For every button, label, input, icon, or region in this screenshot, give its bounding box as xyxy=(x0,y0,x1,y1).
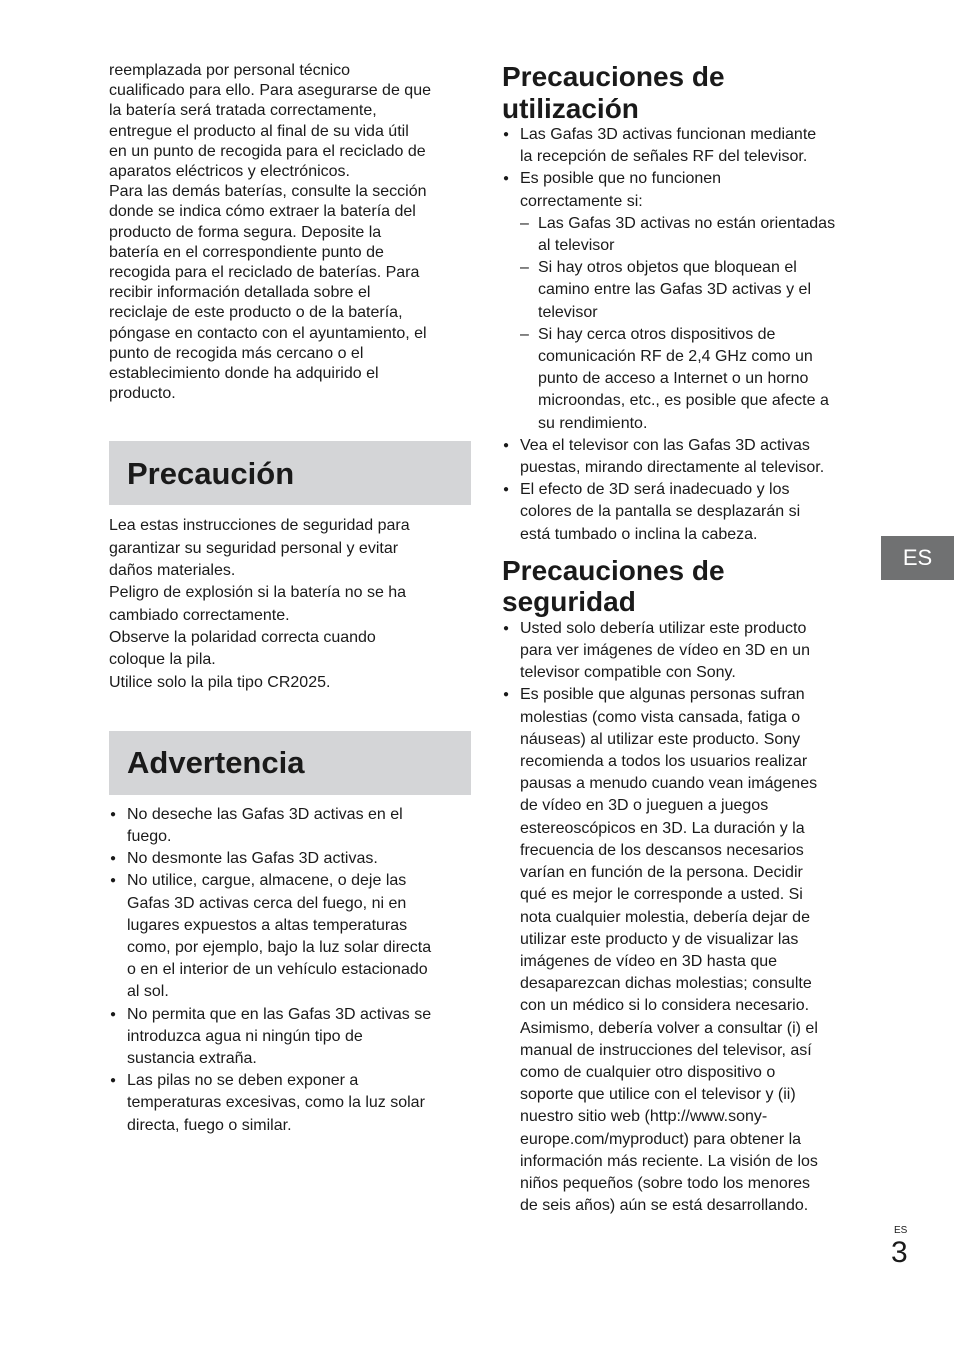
utilizacion-heading: Precauciones de utilización xyxy=(502,61,725,124)
list-item: ● Las pilas no se deben exponer a temperaturas excesivas, como la luz solar directa, fuego o similar. xyxy=(109,1070,471,1137)
text-line: batería en el correspondiente punto de xyxy=(109,243,384,261)
sub-list-item: – Si hay cerca otros dispositivos de comunicación RF de 2,4 GHz como un punto de acceso a Internet o un horno microondas, etc., es posible que afecte a su rendimiento. xyxy=(520,324,870,435)
left-column xyxy=(109,61,471,1137)
text-line: recogida para el reciclado de baterías. Para xyxy=(109,264,420,282)
seguridad-heading: Precauciones de seguridad xyxy=(502,554,725,618)
page-language-label: ES xyxy=(894,1225,908,1236)
precaucion-text xyxy=(109,515,471,693)
text-line: recibir información detallada sobre el xyxy=(109,284,371,302)
list-item: ● No deseche las Gafas 3D activas en el fuego. xyxy=(109,804,471,848)
list-item: ● Las Gafas 3D activas funcionan mediante la recepción de señales RF del televisor. xyxy=(502,124,870,168)
text-line: coloque la pila. xyxy=(109,651,216,669)
list-item: ● Es posible que no funcionen correctamente si: – Las Gafas 3D activas no están orientadas al televisor – Si hay otros objetos que bloquean el camino entre las Gafas 3D activas y el televisor – Si hay cerca otros dispositivos de comunicación RF de 2,4 GHz como un punto de acceso a Internet o un horno microondas, etc., es posible que afecte a su rendimiento. xyxy=(502,168,870,434)
text-line: Para las demás baterías, consulte la sección xyxy=(109,183,427,201)
text-line: Observe la polaridad correcta cuando xyxy=(109,628,376,646)
advertencia-heading: Advertencia xyxy=(127,745,305,781)
text-line: póngase en contacto con el ayuntamiento, el xyxy=(109,324,427,342)
list-item: ● Es posible que algunas personas sufran molestias (como vista cansada, fatiga o náuseas) al utilizar este producto. Sony recomienda a todos los usuarios realizar pausas a menudo cuando vean imágenes de vídeo en 3D o jueguen a juegos estereoscópicos en 3D. La duración y la frecuencia de los descansos necesarios varían en función de la persona. Decidir qué es mejor le corresponde a usted. Si nota cualquier molestia, debería dejar de utilizar este producto y de visualizar las imágenes de vídeo en 3D hasta que desaparezcan dichas molestias; consulte con un médico si lo considera necesario. Asimismo, debería volver a consultar (i) el manual de instrucciones del televisor, así como de cualquier otro dispositivo o soporte que utilice con el televisor y (ii) nuestro sitio web (http://www.sony- europe.com/myproduct) para obtener la información más reciente. La visión de los niños pequeños (sobre todo los menores de seis años) aún se está desarrollando. xyxy=(502,684,870,1217)
text-line: Utilice solo la pila tipo CR2025. xyxy=(109,673,331,691)
text-line: punto de recogida más cercano o el xyxy=(109,344,364,362)
text-line: daños materiales. xyxy=(109,562,236,580)
text-line: producto. xyxy=(109,385,176,403)
text-line: en un punto de recogida para el reciclado de xyxy=(109,142,426,160)
list-item: ● No permita que en las Gafas 3D activas se introduzca agua ni ningún tipo de sustancia extraña. xyxy=(109,1004,471,1071)
text-line: cualificado para ello. Para asegurarse de que xyxy=(109,82,431,100)
advertencia-heading-box xyxy=(109,731,471,795)
list-item: ● Vea el televisor con las Gafas 3D activas puestas, mirando directamente al televisor. xyxy=(502,435,870,479)
text-line: producto de forma segura. Deposite la xyxy=(109,223,382,241)
text-line: garantizar su seguridad personal y evitar xyxy=(109,539,399,557)
page-number: 3 xyxy=(891,1236,908,1269)
list-item: ● Usted solo debería utilizar este producto para ver imágenes de vídeo en 3D en un televisor compatible con Sony. xyxy=(502,618,870,685)
sub-list xyxy=(520,213,870,435)
text-line: aparatos eléctricos y electrónicos. xyxy=(109,163,350,181)
text-line: la batería será tratada correctamente, xyxy=(109,102,377,120)
list-item: ● No desmonte las Gafas 3D activas. xyxy=(109,848,471,870)
text-line: entregue el producto al final de su vida útil xyxy=(109,122,409,140)
precaucion-heading: Precaución xyxy=(127,455,295,491)
advertencia-list xyxy=(109,804,471,1137)
text-line: donde se indica cómo extraer la batería del xyxy=(109,203,416,221)
sub-list-item: – Las Gafas 3D activas no están orientadas al televisor xyxy=(520,213,870,257)
right-column xyxy=(502,61,870,1217)
text-line: reemplazada por personal técnico xyxy=(109,62,351,79)
language-tab: ES xyxy=(881,536,954,580)
text-line: cambiado correctamente. xyxy=(109,606,290,624)
text-line: Lea estas instrucciones de seguridad para xyxy=(109,517,410,535)
utilizacion-list xyxy=(502,124,870,546)
sub-list-item: – Si hay otros objetos que bloquean el camino entre las Gafas 3D activas y el televisor xyxy=(520,257,870,324)
text-line: Peligro de explosión si la batería no se ha xyxy=(109,584,407,602)
seguridad-list xyxy=(502,618,870,1217)
intro-paragraph xyxy=(109,61,471,404)
text-line: reciclaje de este producto o de la batería, xyxy=(109,304,403,322)
precaucion-heading-box xyxy=(109,441,471,505)
list-item: ● No utilice, cargue, almacene, o deje las Gafas 3D activas cerca del fuego, ni en lugares expuestos a altas temperaturas como, por ejemplo, bajo la luz solar directa o en el interior de un vehículo estacionado al sol. xyxy=(109,870,471,1003)
text-line: establecimiento donde ha adquirido el xyxy=(109,365,379,383)
list-item: ● El efecto de 3D será inadecuado y los colores de la pantalla se desplazarán si está tumbado o inclina la cabeza. xyxy=(502,479,870,546)
